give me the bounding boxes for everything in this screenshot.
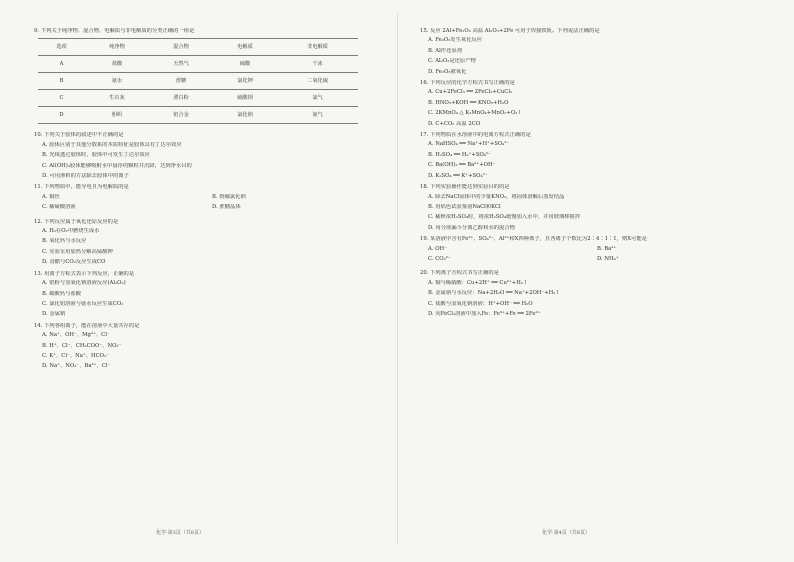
table-cell: 天然气 [149, 56, 213, 73]
option-b: B. 用焰色试验鉴别NaCl和KCl [428, 203, 501, 210]
option-d: D. NH₄⁺ [597, 255, 619, 262]
classification-table [38, 38, 358, 124]
table-cell: 胆矾 [85, 107, 149, 124]
option-b: B. HNO₃+KOH ══ KNO₃+H₂O [428, 99, 509, 106]
option-d: D. 食醋与CO₂反应生成CO [42, 259, 106, 266]
option-b: B. 氧化钙与水反应 [42, 238, 87, 245]
question-10 [34, 132, 382, 180]
option-c: C. 盐酸与氢氧化钠溶液：H⁺+OH⁻ ══ H₂O [428, 300, 533, 307]
question-13 [34, 271, 382, 319]
option-d: D. K₂SO₄ ══ K⁺+SO₄²⁻ [428, 172, 488, 179]
question-13-title: 13. 用离子方程式表示下列反应，正确的是 [34, 270, 135, 277]
option-b: B. 熔融氯化钠 [212, 193, 246, 200]
option-c: C. CO₃²⁻ [428, 255, 451, 262]
options-grid [34, 194, 382, 215]
table-cell: 漂白粉 [149, 90, 213, 107]
option-c: C. 稀硫酸溶液 [42, 204, 76, 211]
table-cell: 蔗糖 [149, 73, 213, 90]
question-19 [420, 236, 766, 266]
table-row [38, 107, 358, 124]
page-footer-left: 化学·第3页（共8页） [156, 530, 204, 536]
option-b: B. Ba²⁺ [597, 245, 617, 252]
table-cell: 硫酸钡 [213, 90, 277, 107]
question-9 [34, 28, 382, 124]
option-b: B. 光线透过胶体时，胶体中可发生丁达尔效应 [42, 152, 150, 159]
option-d: D. 可用渗析的方法除去胶体中的离子 [42, 173, 129, 180]
question-18 [420, 184, 766, 232]
option-c: C. Al(OH)₃胶体能够吸附水中悬浮的颗粒并沉降，达到净水目的 [42, 162, 192, 169]
table-header-cell: 非电解质 [277, 39, 358, 56]
table-cell: 生石灰 [85, 90, 149, 107]
option-a: A. OH⁻ [428, 245, 447, 252]
question-9-title: 9. 下列关于纯净物、混合物、电解质与非电解质的分类正确的一组是 [34, 28, 195, 34]
option-a: A. 铜丝 [42, 193, 60, 200]
option-c: C. 2KMnO₄ △ K₂MnO₄+MnO₂+O₂↑ [428, 110, 522, 117]
question-20 [420, 270, 766, 318]
question-18-title: 18. 下列实验操作能达到实验目的的是 [420, 184, 510, 191]
question-10-title: 10. 下列关于胶体的叙述中不正确的是 [34, 132, 124, 139]
question-11-title: 11. 下列物质中，能导电且为电解质的是 [34, 184, 129, 191]
option-d: D. C+CO₂ 高温 2CO [428, 120, 481, 127]
question-11 [34, 184, 382, 214]
right-page [420, 28, 766, 533]
option-d: D. 向FeCl₃溶液中加入Fe：Fe³⁺+Fe ══ 2Fe²⁺ [428, 310, 541, 317]
table-cell: 硫酸 [213, 56, 277, 73]
question-15-title: 15. 反应 2Al+Fe₂O₃ 高温 Al₂O₃+2Fe 可用于焊接铁轨。下列说法正确的是 [420, 28, 600, 34]
table-row [38, 90, 358, 107]
option-b: B. 金属钠与水反应：Na+2H₂O ══ Na⁺+2OH⁻+H₂↑ [428, 290, 560, 297]
options-grid [420, 246, 766, 267]
option-a: A. Cu+2FeCl₃ ══ 2FeCl₂+CuCl₂ [428, 89, 513, 96]
table-row [38, 73, 358, 90]
table-cell: B [38, 73, 85, 90]
option-b: B. 碳酸钙与盐酸 [42, 290, 82, 297]
option-d: D. 用分液漏斗分离乙醇和水的混合物 [428, 224, 515, 231]
option-a: A. 除去NaCl固体中的少量KNO₃，将固体溶解后蒸发结晶 [428, 193, 565, 200]
question-15 [420, 28, 766, 76]
option-a: A. 胶体区别于其他分散系的本质特征是胶体具有丁达尔效应 [42, 141, 182, 148]
question-14-title: 14. 下列各组离子，能在溶液中大量共存的是 [34, 322, 140, 329]
question-19-title: 19. 某溶液中含有Fe³⁺、SO₄²⁻、Al³⁺和X四种离子，且各离子个数比为2∶4∶1∶1，则X可能是 [420, 236, 647, 243]
table-cell: D [38, 107, 85, 124]
table-cell: 氯化钾 [213, 73, 277, 90]
option-b: B. H₂SO₄ ══ H₂⁺+SO₄²⁻ [428, 151, 491, 158]
option-c: C. 稀释浓H₂SO₄时，将浓H₂SO₄缓慢加入水中，并用玻璃棒搅拌 [428, 214, 581, 221]
table-cell: 二氧化硫 [277, 73, 358, 90]
question-14 [34, 323, 382, 371]
option-c: C. K⁺、Cl⁻、Na⁺、HCO₃⁻ [42, 352, 109, 359]
table-header-cell: 选项 [38, 39, 85, 56]
table-cell: A [38, 56, 85, 73]
option-c: C. Al₂O₃是还原产物 [428, 58, 476, 65]
option-d: D. Na⁺、NO₃⁻、Ba²⁺、Cl⁻ [42, 363, 111, 370]
question-20-title: 20. 下列离子方程式书写正确的是 [420, 270, 499, 277]
table-cell: 氯化钠 [213, 107, 277, 124]
table-cell: 干冰 [277, 56, 358, 73]
option-a: A. 铜与稀硝酸：Cu+2H⁺ ══ Cu²⁺+H₂↑ [428, 279, 528, 286]
question-16 [420, 80, 766, 128]
table-cell: 氨气 [277, 107, 358, 124]
question-17-title: 17. 下列物质在水溶液中的电离方程式正确的是 [420, 132, 531, 139]
option-d: D. 蔗糖晶体 [212, 204, 241, 211]
table-header-cell: 纯净物 [85, 39, 149, 56]
option-a: A. NaHSO₄ ══ Na⁺+H⁺+SO₄²⁻ [428, 141, 510, 148]
table-cell: 氯气 [277, 90, 358, 107]
table-header-row [38, 39, 358, 56]
option-d: D. Fe₂O₃被氧化 [428, 68, 467, 75]
table-cell: 氨水 [85, 73, 149, 90]
table-row [38, 56, 358, 73]
table-header-cell: 电解质 [213, 39, 277, 56]
option-a: A. Na⁺、OH⁻、Mg²⁺、Cl⁻ [42, 332, 110, 339]
option-b: B. Al作还原剂 [428, 47, 462, 54]
question-12-title: 12. 下列反应属于氧化还原反应的是 [34, 218, 119, 225]
option-c: C. 氯化铝溶液与氨水反应生成CO₂ [42, 300, 124, 307]
table-cell: C [38, 90, 85, 107]
table-cell: 铝合金 [149, 107, 213, 124]
option-b: B. H⁺、Cl⁻、CH₃COO⁻、NO₃⁻ [42, 342, 122, 349]
option-a: A. H₂在O₂中燃烧生成水 [42, 228, 100, 235]
option-d: D. 金属钠 [42, 311, 66, 318]
table-header-cell: 混合物 [149, 39, 213, 56]
option-c: C. 实验室用加热分解高锰酸钾 [42, 248, 113, 255]
page-footer-right: 化学·第4页（共8页） [542, 530, 590, 536]
option-a: A. 铝粉与氢氧化钠溶液反应(Al₂O₃) [42, 280, 126, 287]
option-c: C. Ba(OH)₂ ══ Ba²⁺+OH⁻ [428, 162, 496, 169]
left-page [34, 28, 382, 533]
table-cell: 盐酸 [85, 56, 149, 73]
question-17 [420, 132, 766, 180]
question-16-title: 16. 下列反应的化学方程式书写正确的是 [420, 80, 515, 87]
question-12 [34, 219, 382, 267]
page-gutter [397, 14, 398, 544]
option-a: A. Fe₂O₃发生氧化反应 [428, 37, 483, 44]
